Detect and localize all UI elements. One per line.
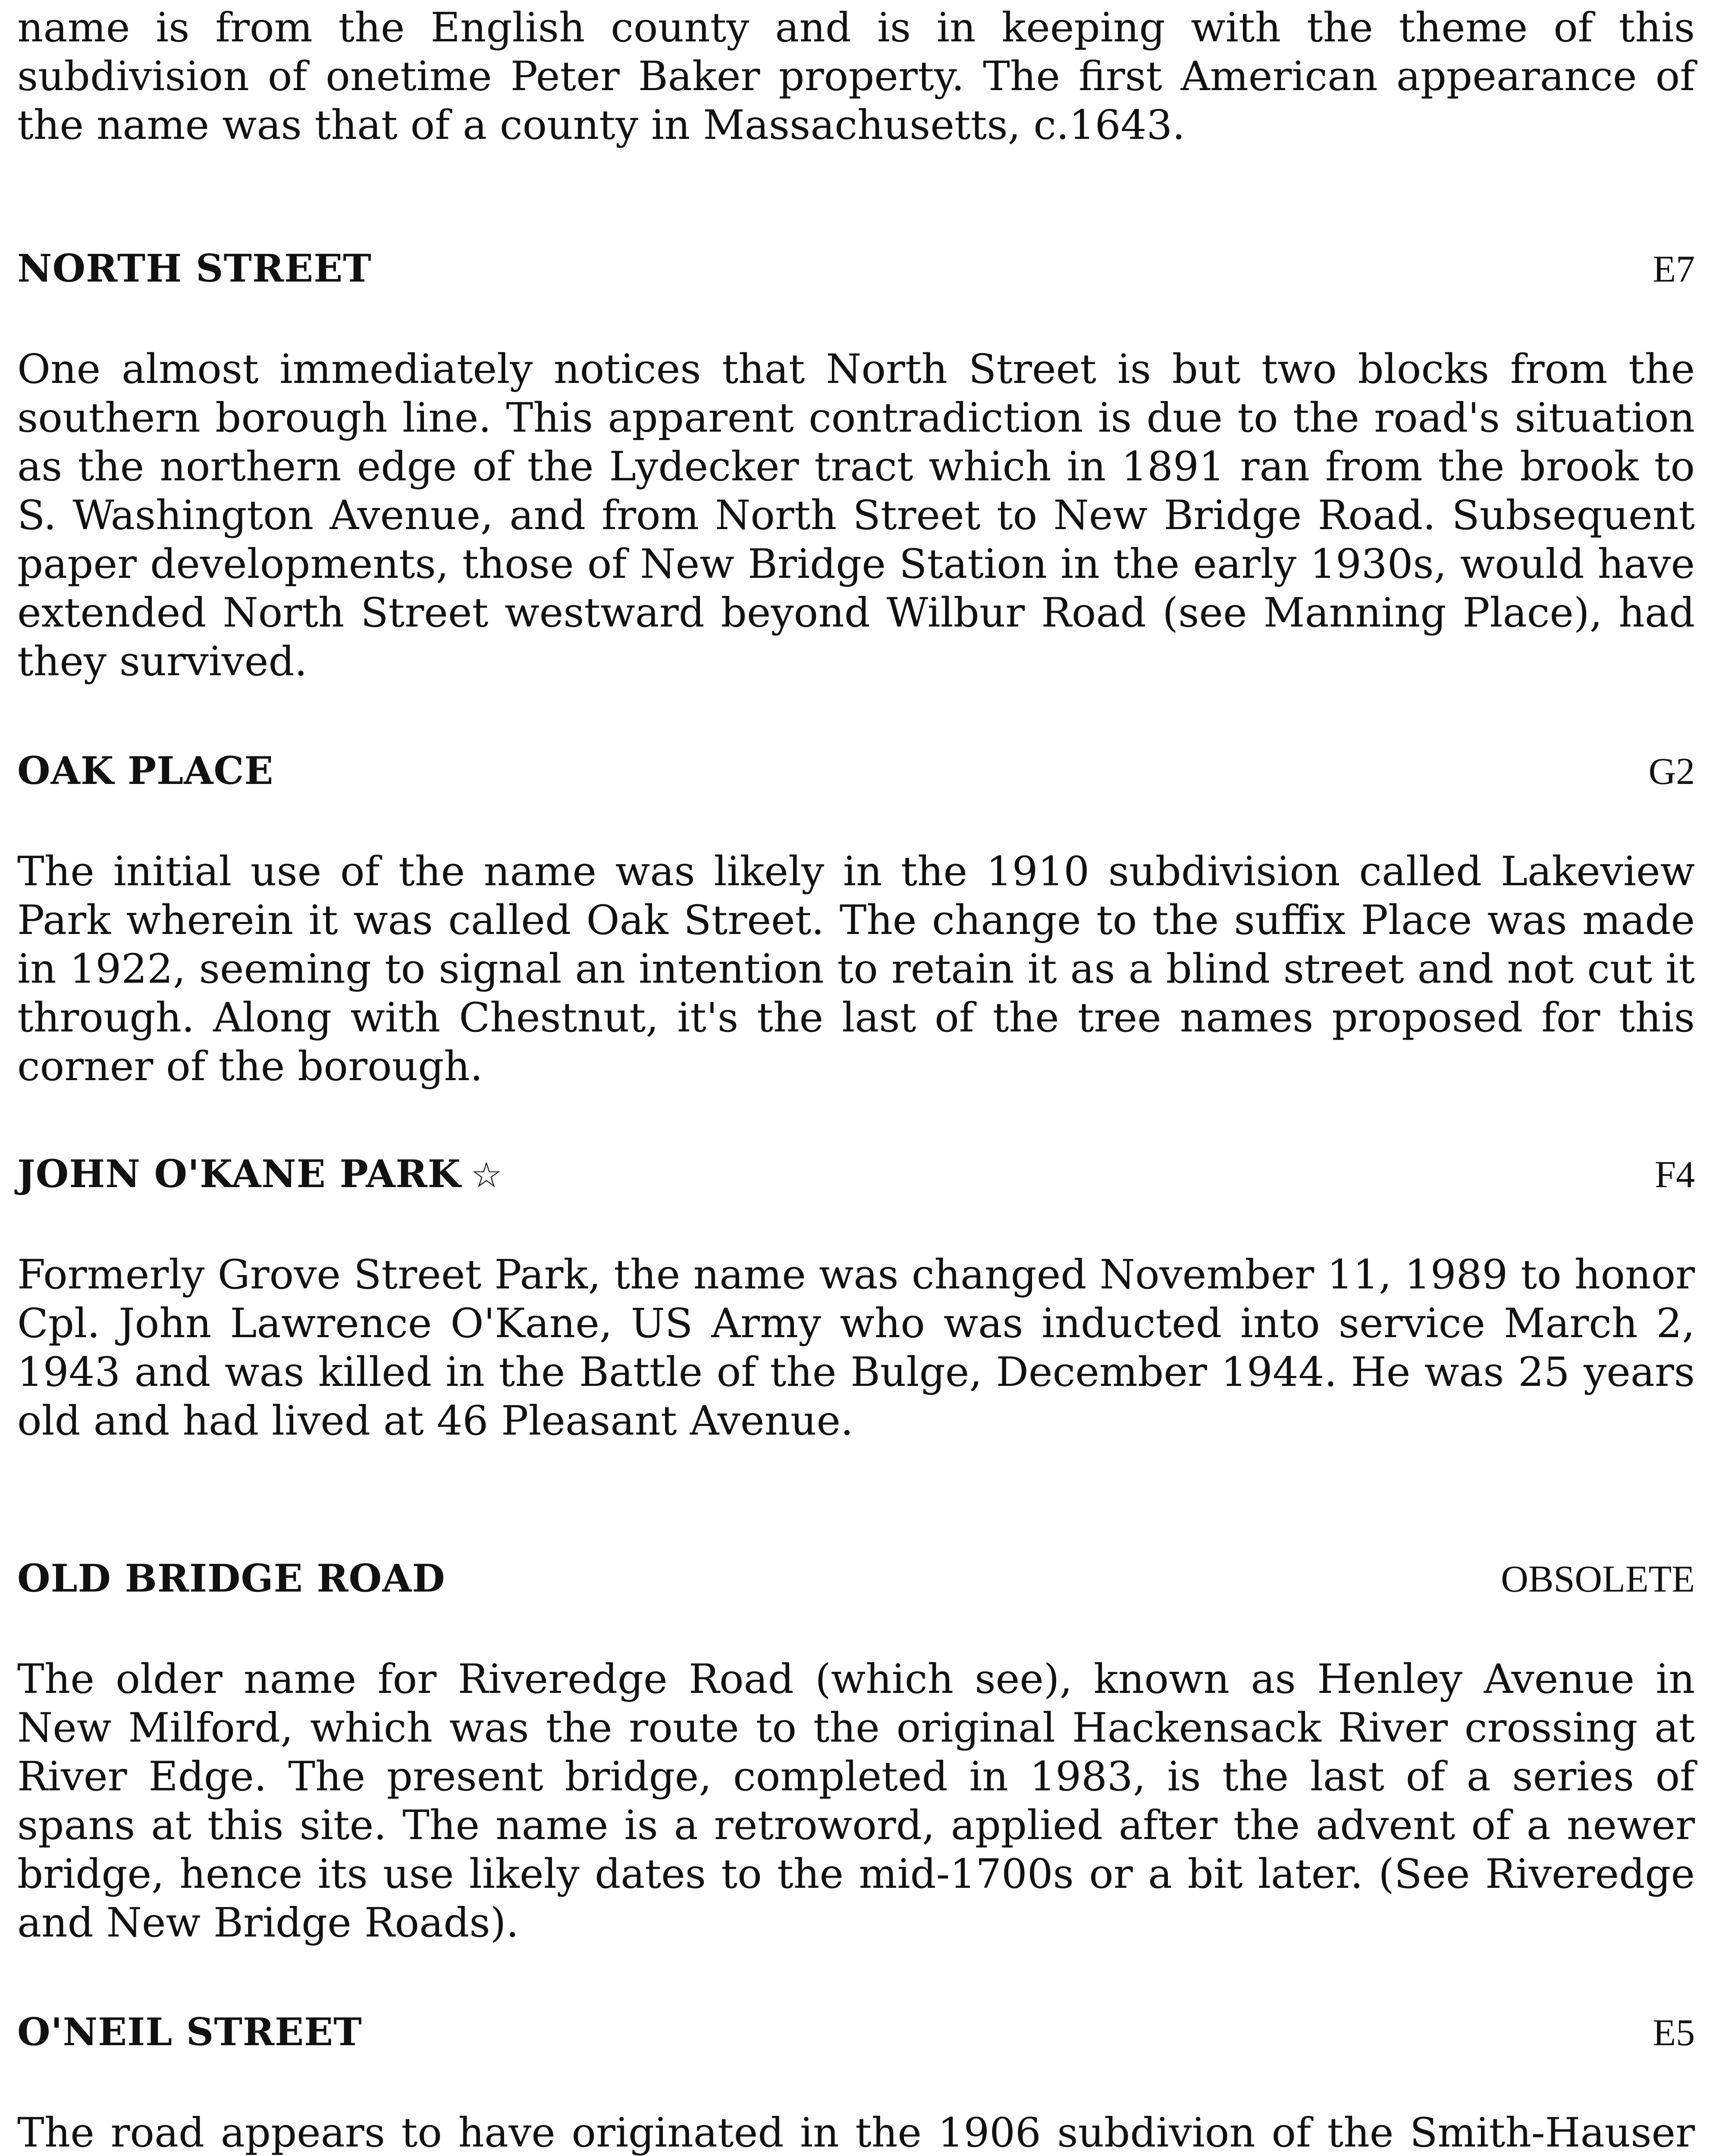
- grid-reference: E7: [1653, 248, 1695, 290]
- star-icon: ☆: [471, 1155, 503, 1196]
- entry-old-bridge-road: [17, 1556, 1695, 1988]
- entry-title-text: OLD BRIDGE ROAD: [17, 1556, 446, 1601]
- entry-title-text: NORTH STREET: [17, 246, 372, 291]
- entry-oak-place: [17, 748, 1695, 1131]
- document-page: [17, 0, 1695, 2156]
- continued-paragraph: name is from the English county and is in keeping with the theme of this subdivision of onetime Peter Baker property. The first American appearance of the name was that of a county in Massachusetts, c.1643.: [17, 4, 1695, 149]
- grid-reference: OBSOLETE: [1501, 1558, 1695, 1600]
- entry-title-text: OAK PLACE: [17, 748, 274, 793]
- grid-reference: F4: [1655, 1154, 1695, 1196]
- entry-heading: [17, 2009, 1695, 2061]
- entry-title-text: JOHN O'KANE PARK: [17, 1151, 461, 1196]
- entry-title: [17, 1151, 503, 1196]
- grid-reference: E5: [1653, 2012, 1695, 2054]
- entry-body: The initial use of the name was likely in the 1910 subdivision called Lakeview Park wherein it was called Oak Street. The change to the suffix Place was made in 1922, seeming to signal an intention to retain it as a blind street and not cut it through. Along with Chestnut, it's the last of the tree names proposed for this corner of the borough.: [17, 848, 1695, 1090]
- entry-title: [17, 1556, 446, 1601]
- entry-body: The road appears to have originated in the 1906 subdivion of the Smith-Hauser: [17, 2109, 1695, 2156]
- entry-heading: [17, 1151, 1695, 1203]
- entry-heading: [17, 1556, 1695, 1608]
- entry-title: [17, 748, 274, 793]
- entry-title: [17, 246, 372, 291]
- entry-title-text: O'NEIL STREET: [17, 2009, 362, 2054]
- entry-heading: [17, 246, 1695, 298]
- entry-title: [17, 2009, 362, 2054]
- entry-heading: [17, 748, 1695, 800]
- entry-oneil-street: [17, 2009, 1695, 2156]
- entry-body: The older name for Riveredge Road (which see), known as Henley Avenue in New Milford, which was the route to the original Hackensack River crossing at River Edge. The present bridge, completed in 1983, is the last of a series of spans at this site. The name is a retroword, applied after the advent of a newer bridge, hence its use likely dates to the mid-1700s or a bit later. (See Riveredge and New Bridge Roads).: [17, 1656, 1695, 1946]
- entry-john-okane-park: [17, 1151, 1695, 1486]
- entry-body: Formerly Grove Street Park, the name was changed November 11, 1989 to honor Cpl. John Lawrence O'Kane, US Army who was inducted into service March 2, 1943 and was killed in the Battle of the Bulge, December 1944. He was 25 years old and had lived at 46 Pleasant Avenue.: [17, 1251, 1695, 1445]
- entry-body: One almost immediately notices that North Street is but two blocks from the southern borough line. This apparent contradiction is due to the road's situation as the northern edge of the Lydecker tract which in 1891 ran from the brook to S. Washington Avenue, and from North Street to New Bridge Road. Subsequent paper developments, those of New Bridge Station in the early 1930s, would have extended North Street westward beyond Wilbur Road (see Manning Place), had they survived.: [17, 346, 1695, 685]
- grid-reference: G2: [1648, 751, 1695, 793]
- entry-north-street: [17, 246, 1695, 727]
